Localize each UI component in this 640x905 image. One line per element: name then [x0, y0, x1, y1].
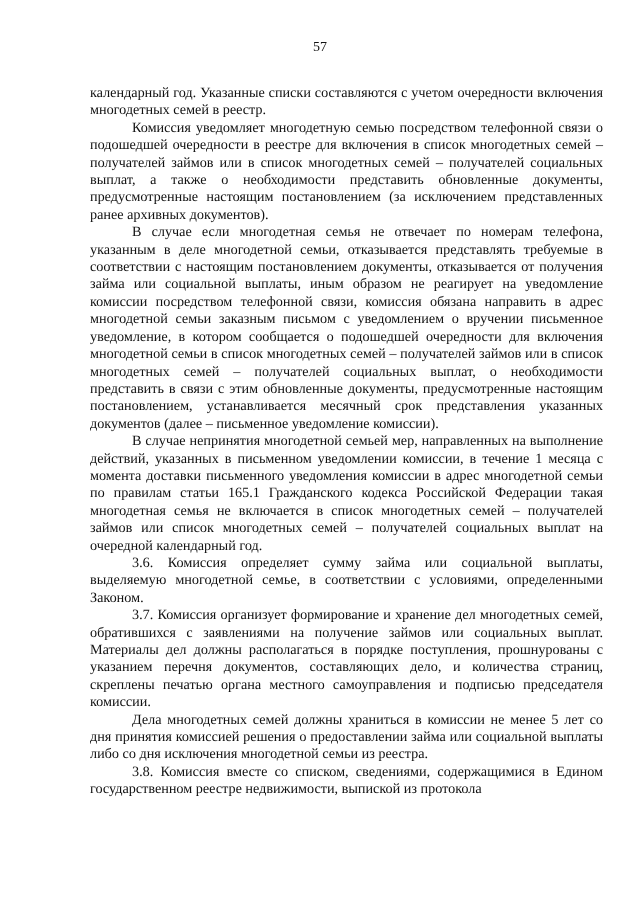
paragraph: В случае если многодетная семья не отвечает по номерам телефона, указанным в деле многодетной семьи, отказывается представлять требуемые в соответствии с настоящим постановлением документы, отказывается от получения займа или социальной выплаты, иным образом не реагирует на уведомление комиссии посредством телефонной связи, комиссия обязана направить в адрес многодетной семьи заказным письмом с уведомлением о вручении письменное уведомление, в котором сообщается о подошедшей очередности для включения многодетной семьи в список многодетных семей – получателей займов или в список многодетных семей – получателей социальных выплат, о необходимости представить в связи с этим обновленные документы, предусмотренные настоящим постановлением, устанавливается месячный срок представления указанных документов (далее – письменное уведомление комиссии).	[90, 224, 603, 432]
paragraph-section-3-7: 3.7. Комиссия организует формирование и хранение дел многодетных семей, обратившихся с заявлениями на получение займов или социальных выплат. Материалы дел должны располагаться в порядке поступления, прошнурованы с указанием перечня документов, составляющих дело, и количества страниц, скреплены печатью органа местного самоуправления и подписью председателя комиссии.	[90, 607, 603, 711]
paragraph: Дела многодетных семей должны храниться в комиссии не менее 5 лет со дня принятия комиссией решения о предоставлении займа или социальной выплаты либо со дня исключения многодетной семьи из реестра.	[90, 711, 603, 763]
paragraph-section-3-6: 3.6. Комиссия определяет сумму займа или социальной выплаты, выделяемую многодетной семье, в соответствии с условиями, определенными Законом.	[90, 554, 603, 606]
paragraph: Комиссия уведомляет многодетную семью посредством телефонной связи о подошедшей очередности в реестре для включения в список многодетных семей – получателей займов или в список многодетных семей – получателей социальных выплат, а также о необходимости представить обновленные документы, предусмотренные настоящим постановлением (за исключением представленных ранее архивных документов).	[90, 119, 603, 223]
document-body	[90, 85, 603, 799]
paragraph-section-3-8: 3.8. Комиссия вместе со списком, сведениями, содержащимися в Едином государственном реестре недвижимости, выпиской из протокола	[90, 763, 603, 798]
paragraph: календарный год. Указанные списки составляются с учетом очередности включения многодетных семей в реестр.	[90, 85, 603, 119]
page-number: 57	[313, 40, 327, 55]
paragraph: В случае непринятия многодетной семьей мер, направленных на выполнение действий, указанных в письменном уведомлении комиссии, в течение 1 месяца с момента доставки письменного уведомления комиссии в адрес многодетной семьи по правилам статьи 165.1 Гражданского кодекса Российской Федерации такая многодетная семья не включается в список многодетных семей – получателей займов или список многодетных семей – получателей социальных выплат на очередной календарный год.	[90, 433, 603, 554]
